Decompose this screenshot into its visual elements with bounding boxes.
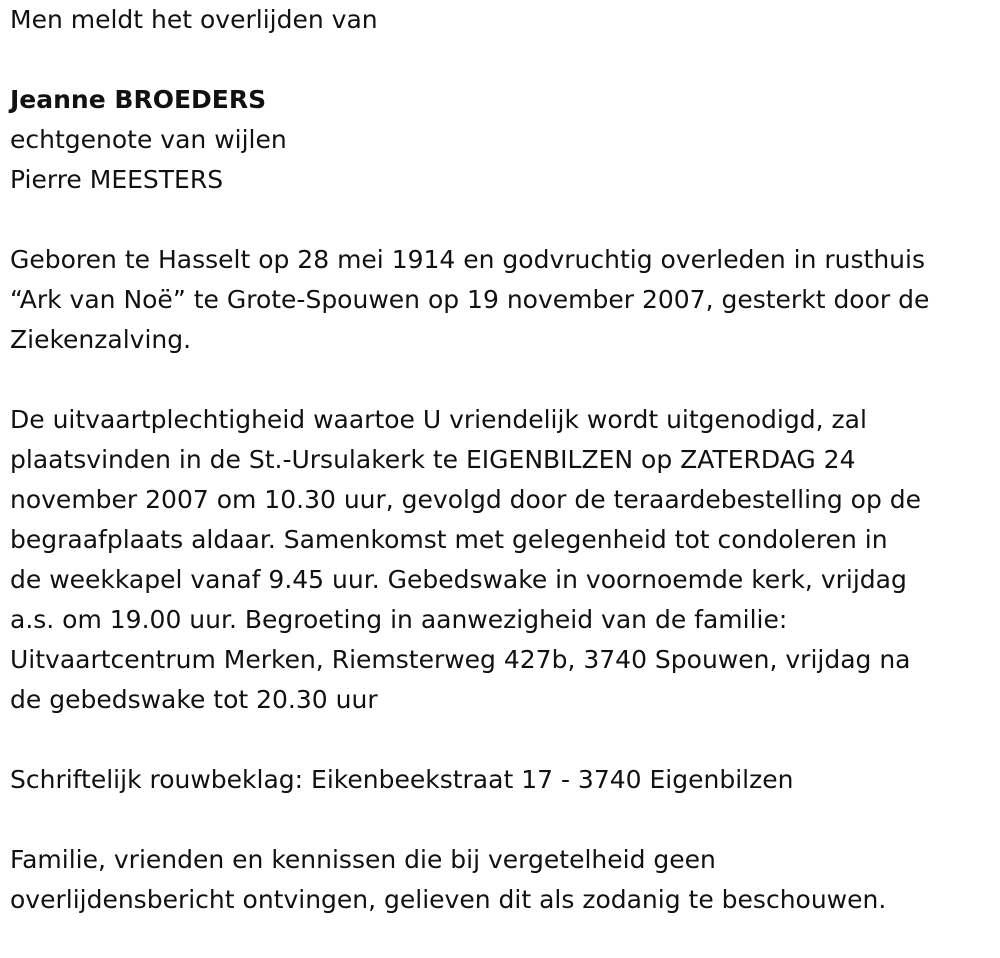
spacer bbox=[10, 720, 995, 760]
paragraph-line: november 2007 om 10.30 uur, gevolgd door de teraardebestelling op de bbox=[10, 485, 922, 514]
paragraph-line: De uitvaartplechtigheid waartoe U vriendelijk wordt uitgenodigd, zal bbox=[10, 405, 867, 434]
ceremony-paragraph bbox=[10, 400, 995, 720]
paragraph-line: de gebedswake tot 20.30 uur bbox=[10, 685, 378, 714]
intro-text: Men meldt het overlijden van bbox=[10, 5, 378, 34]
birth-death-paragraph bbox=[10, 240, 995, 360]
paragraph-line: Uitvaartcentrum Merken, Riemsterweg 427b, 3740 Spouwen, vrijdag na bbox=[10, 645, 911, 674]
closing-paragraph bbox=[10, 840, 995, 920]
paragraph-line: overlijdensbericht ontvingen, gelieven dit als zodanig te beschouwen. bbox=[10, 885, 887, 914]
paragraph-line: Ziekenzalving. bbox=[10, 325, 192, 354]
paragraph-line: de weekkapel vanaf 9.45 uur. Gebedswake in voornoemde kerk, vrijdag bbox=[10, 565, 907, 594]
spacer bbox=[10, 800, 995, 840]
spacer bbox=[10, 200, 995, 240]
paragraph-line: plaatsvinden in de St.-Ursulakerk te EIGENBILZEN op ZATERDAG 24 bbox=[10, 445, 856, 474]
spacer bbox=[10, 360, 995, 400]
spacer bbox=[10, 40, 995, 80]
spouse-name: Pierre MEESTERS bbox=[10, 165, 224, 194]
deceased-name: Jeanne BROEDERS bbox=[10, 85, 267, 114]
paragraph-line: “Ark van Noë” te Grote-Spouwen op 19 november 2007, gesterkt door de bbox=[10, 285, 930, 314]
condolence-address: Schriftelijk rouwbeklag: Eikenbeekstraat 17 - 3740 Eigenbilzen bbox=[10, 765, 794, 794]
paragraph-line: Familie, vrienden en kennissen die bij vergetelheid geen bbox=[10, 845, 716, 874]
paragraph-line: begraafplaats aldaar. Samenkomst met gelegenheid tot condoleren in bbox=[10, 525, 888, 554]
paragraph-line: Geboren te Hasselt op 28 mei 1914 en godvruchtig overleden in rusthuis bbox=[10, 245, 926, 274]
relation-text: echtgenote van wijlen bbox=[10, 125, 287, 154]
obituary-notice bbox=[10, 0, 995, 920]
paragraph-line: a.s. om 19.00 uur. Begroeting in aanwezigheid van de familie: bbox=[10, 605, 788, 634]
